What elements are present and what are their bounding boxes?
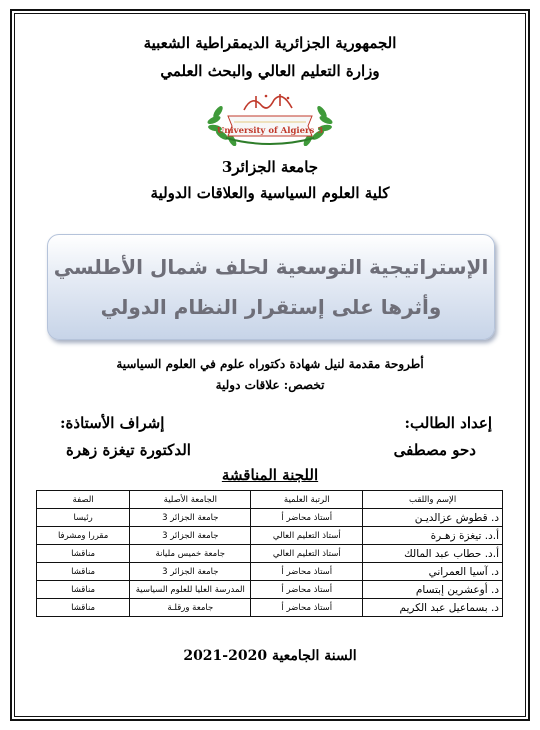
thesis-title-box bbox=[47, 234, 495, 340]
member-name: د. أوعشرين إبتسام bbox=[363, 581, 503, 599]
member-name: أ.د. حطاب عبد المالك bbox=[363, 545, 503, 563]
degree-statement: أطروحة مقدمة لنيل شهادة دكتوراه علوم في العلوم السياسية bbox=[116, 357, 424, 371]
member-rank: أستاذ محاضر أ bbox=[251, 563, 363, 581]
student-name: دحو مصطفى bbox=[393, 441, 476, 459]
student-label: إعداد الطالب: bbox=[404, 414, 492, 432]
member-rank: أستاذ التعليم العالي bbox=[251, 527, 363, 545]
specialty: تخصص: علاقات دولية bbox=[215, 378, 325, 392]
member-role: رئيسا bbox=[37, 509, 130, 527]
member-role: مناقشا bbox=[37, 545, 130, 563]
table-row bbox=[37, 599, 503, 617]
member-role: مقررا ومشرفا bbox=[37, 527, 130, 545]
republic-heading: الجمهورية الجزائرية الديمقراطية الشعبية bbox=[143, 34, 397, 52]
member-name: د. آسيا العمراني bbox=[363, 563, 503, 581]
member-role: مناقشا bbox=[37, 563, 130, 581]
member-university: جامعة خميس مليانة bbox=[130, 545, 251, 563]
supervisor-name: الدكتورة تيغزة زهرة bbox=[66, 441, 191, 459]
column-header-role: الصفة bbox=[37, 491, 130, 509]
jury-table bbox=[36, 490, 503, 617]
member-role: مناقشا bbox=[37, 599, 130, 617]
member-university: المدرسة العليا للعلوم السياسية bbox=[130, 581, 251, 599]
academic-year: السنة الجامعية 2020-2021 bbox=[183, 648, 357, 664]
ministry-heading: وزارة التعليم العالي والبحث العلمي bbox=[160, 62, 380, 80]
thesis-title-line1: الإستراتيجية التوسعية لحلف شمال الأطلسي bbox=[53, 255, 489, 279]
member-role: مناقشا bbox=[37, 581, 130, 599]
jury-table-header bbox=[37, 491, 503, 509]
table-row bbox=[37, 563, 503, 581]
thesis-title-line2: وأثرها على إستقرار النظام الدولي bbox=[100, 295, 442, 319]
member-university: جامعة الجزائر 3 bbox=[130, 563, 251, 581]
column-header-university: الجامعة الأصلية bbox=[130, 491, 251, 509]
member-rank: أستاذ محاضر أ bbox=[251, 509, 363, 527]
member-rank: أستاذ محاضر أ bbox=[251, 599, 363, 617]
member-university: جامعة الجزائر 3 bbox=[130, 527, 251, 545]
member-name: د. بسماعيل عبد الكريم bbox=[363, 599, 503, 617]
table-row bbox=[37, 545, 503, 563]
university-logo bbox=[204, 88, 336, 146]
member-university: جامعة الجزائر 3 bbox=[130, 509, 251, 527]
member-name: أ.د. تيغزة زهـرة bbox=[363, 527, 503, 545]
table-row bbox=[37, 527, 503, 545]
supervisor-label: إشراف الأستاذة: bbox=[60, 414, 165, 432]
member-university: جامعة ورقلـة bbox=[130, 599, 251, 617]
member-name: د. قطوش عزالديـن bbox=[363, 509, 503, 527]
member-rank: أستاذ محاضر أ bbox=[251, 581, 363, 599]
logo-latin-text: University of Algiers 3 bbox=[216, 126, 324, 136]
column-header-rank: الرتبة العلمية bbox=[251, 491, 363, 509]
university-name: جامعة الجزائر3 bbox=[221, 158, 319, 176]
faculty-name: كلية العلوم السياسية والعلاقات الدولية bbox=[150, 184, 390, 202]
table-row bbox=[37, 581, 503, 599]
jury-heading: اللجنة المناقشة bbox=[221, 466, 319, 484]
column-header-name: الإسم واللقب bbox=[363, 491, 503, 509]
table-row bbox=[37, 509, 503, 527]
member-rank: أستاذ التعليم العالي bbox=[251, 545, 363, 563]
